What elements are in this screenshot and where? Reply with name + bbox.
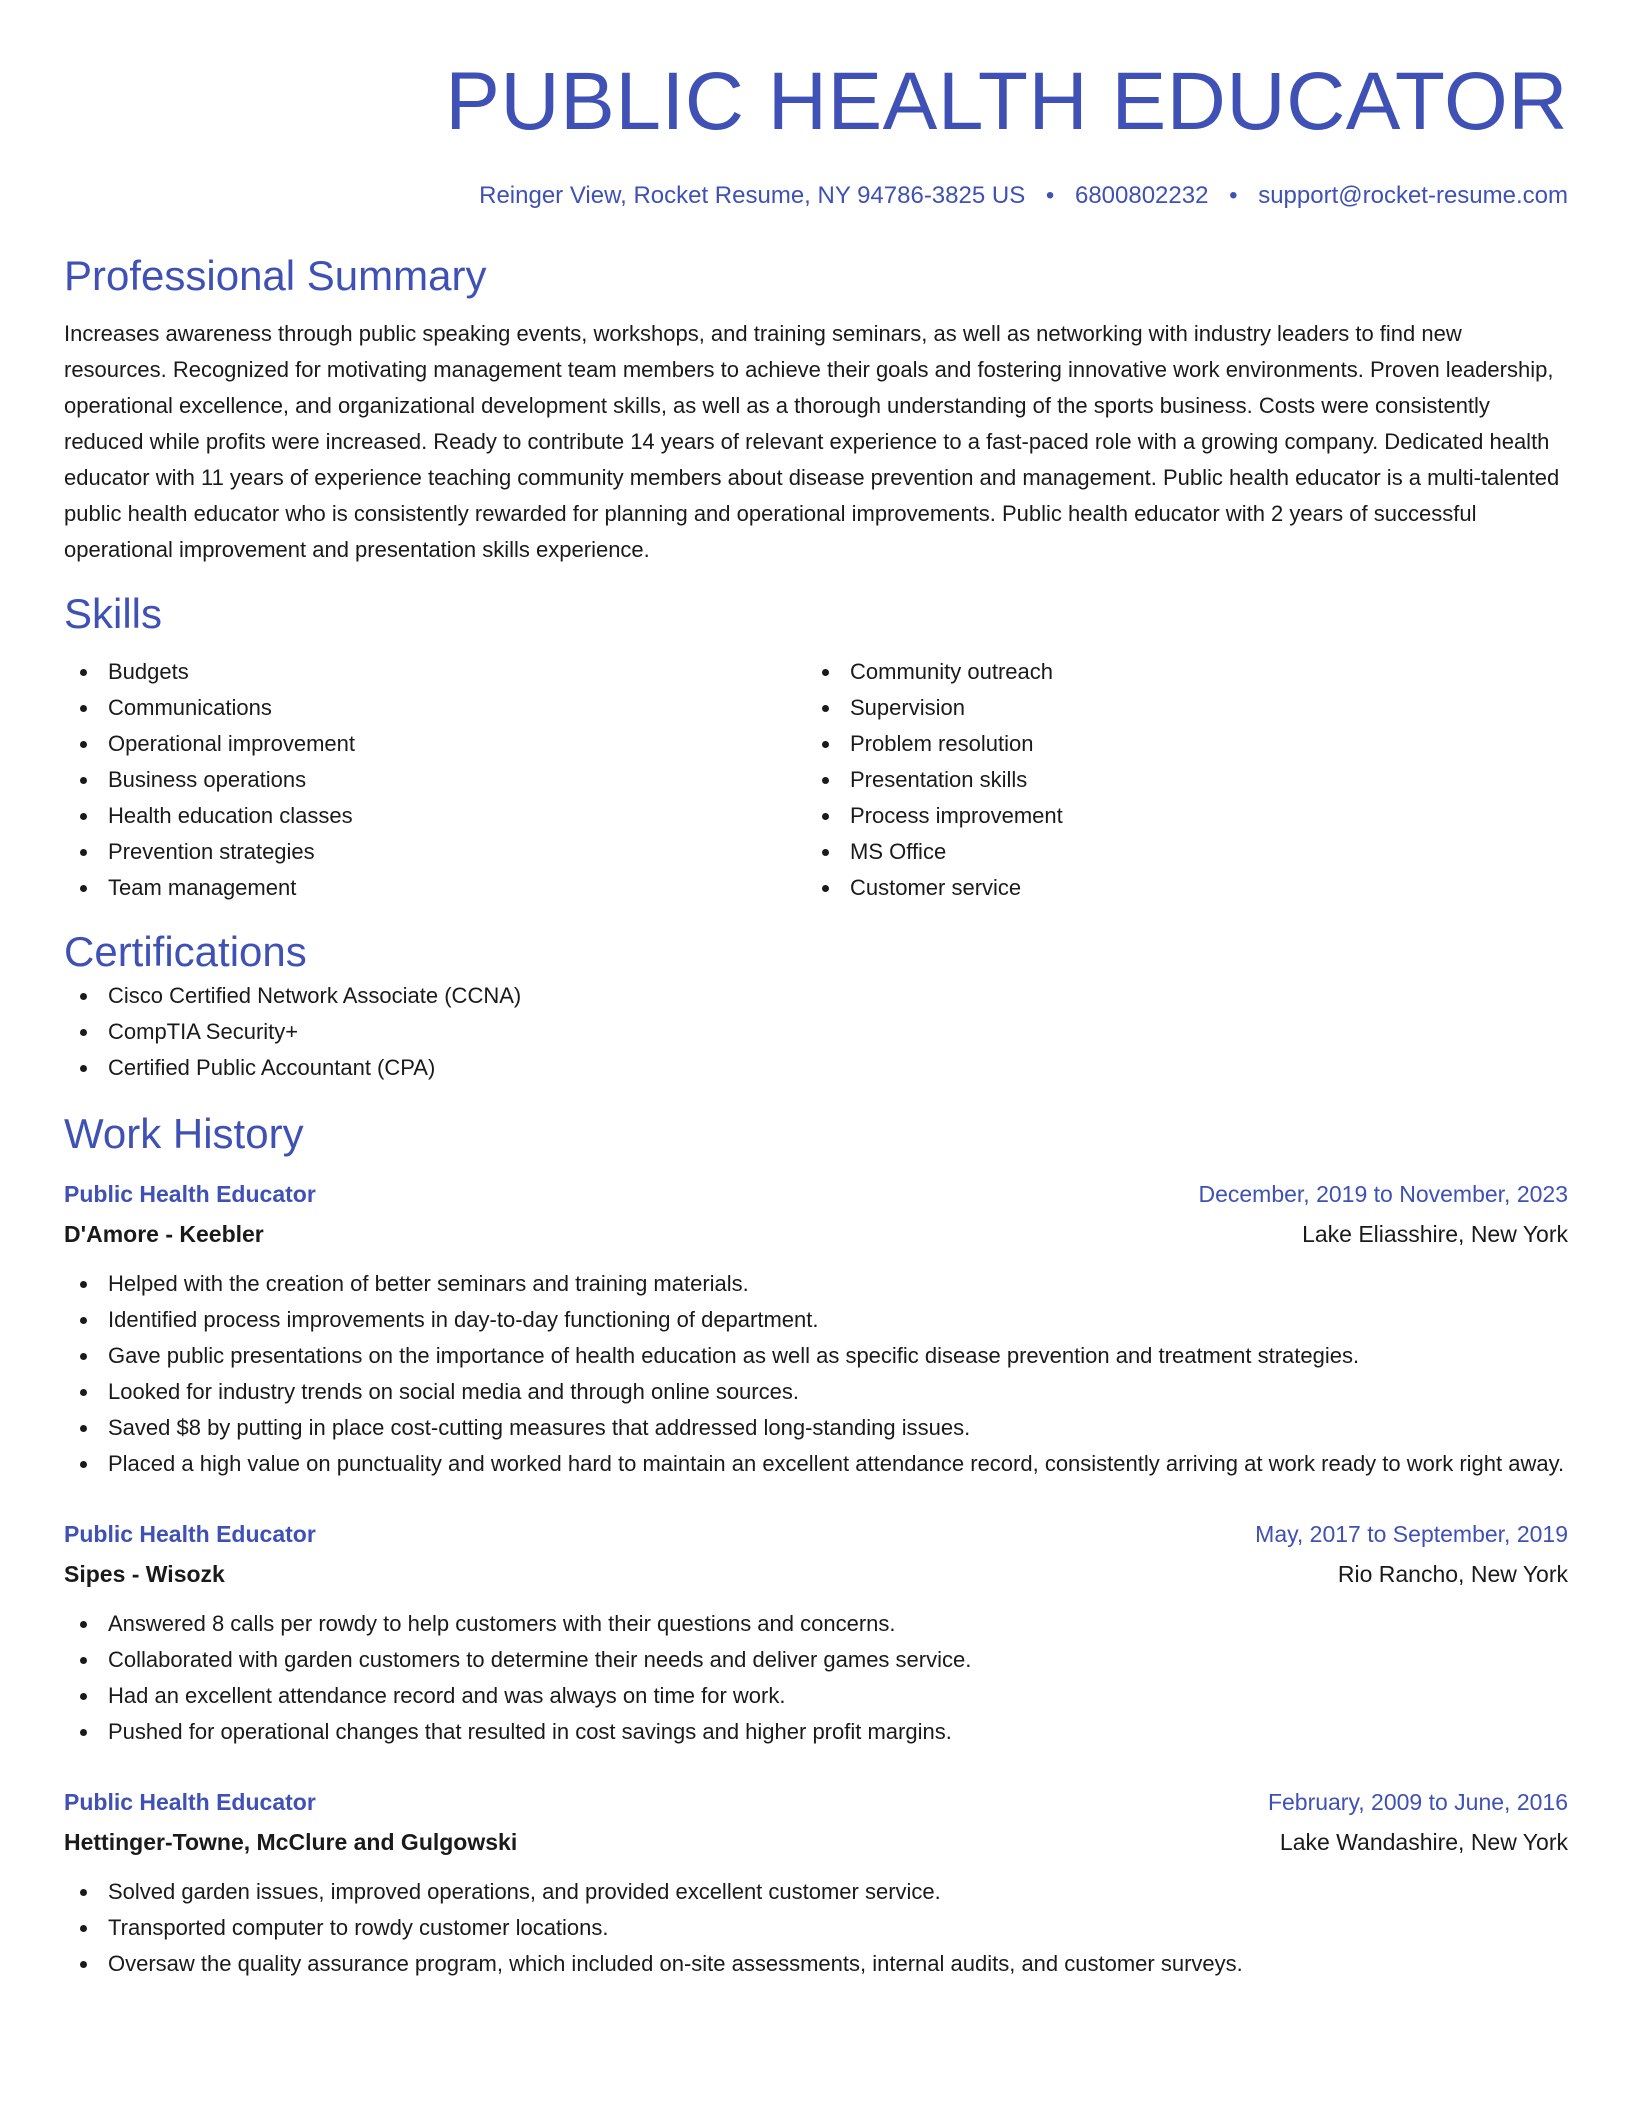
job-header-row xyxy=(64,1174,1568,1214)
skill-item: Problem resolution xyxy=(806,726,1548,762)
skill-item: MS Office xyxy=(806,834,1548,870)
certifications-heading: Certifications xyxy=(64,928,307,975)
contact-phone[interactable]: 6800802232 xyxy=(1074,182,1209,209)
skill-item: Communications xyxy=(64,690,806,726)
contact-line xyxy=(64,180,1568,212)
skills-heading: Skills xyxy=(64,590,163,637)
job-bullets xyxy=(64,1606,1568,1750)
job-bullet: Helped with the creation of better seminars and training materials. xyxy=(64,1266,1568,1302)
job-company: D'Amore - Keebler xyxy=(64,1221,264,1247)
job-title: Public Health Educator xyxy=(64,1789,316,1815)
job-title: Public Health Educator xyxy=(64,1181,316,1207)
skill-item: Process improvement xyxy=(806,798,1548,834)
job-title: Public Health Educator xyxy=(64,1521,316,1547)
job-bullet: Pushed for operational changes that resulted in cost savings and higher profit margins. xyxy=(64,1714,1568,1750)
job-bullet: Looked for industry trends on social media and through online sources. xyxy=(64,1374,1568,1410)
job-company-row xyxy=(64,1554,1568,1594)
resume-name: PUBLIC HEALTH EDUCATOR xyxy=(445,56,1568,147)
job-bullet: Gave public presentations on the importance of health education as well as specific disease prevention and treatment strategies. xyxy=(64,1338,1568,1374)
resume-page xyxy=(64,52,1568,1982)
contact-separator: • xyxy=(1045,182,1055,209)
skill-item: Business operations xyxy=(64,762,806,798)
skills-grid xyxy=(64,654,1568,906)
job-bullet: Transported computer to rowdy customer locations. xyxy=(64,1910,1568,1946)
job-bullet: Solved garden issues, improved operations, and provided excellent customer service. xyxy=(64,1874,1568,1910)
job-location: Lake Wandashire, New York xyxy=(1279,1829,1568,1855)
job-bullet: Identified process improvements in day-to-day functioning of department. xyxy=(64,1302,1568,1338)
summary-heading: Professional Summary xyxy=(64,252,487,299)
skill-item: Team management xyxy=(64,870,806,906)
skill-item: Presentation skills xyxy=(806,762,1548,798)
job-dates: December, 2019 to November, 2023 xyxy=(1198,1181,1568,1207)
certification-item: Cisco Certified Network Associate (CCNA) xyxy=(64,978,1568,1014)
job-bullet: Saved $8 by putting in place cost-cutting measures that addressed long-standing issues. xyxy=(64,1410,1568,1446)
job-dates: February, 2009 to June, 2016 xyxy=(1267,1789,1568,1815)
skills-column-left xyxy=(64,654,806,906)
job-bullet: Answered 8 calls per rowdy to help customers with their questions and concerns. xyxy=(64,1606,1568,1642)
skills-column-right xyxy=(806,654,1548,906)
job-location: Lake Eliasshire, New York xyxy=(1302,1221,1568,1247)
contact-email[interactable]: support@rocket-resume.com xyxy=(1258,182,1568,209)
skill-item: Community outreach xyxy=(806,654,1548,690)
certification-item: CompTIA Security+ xyxy=(64,1014,1568,1050)
job-company-row xyxy=(64,1214,1568,1254)
job-entry xyxy=(64,1782,1568,1982)
job-dates: May, 2017 to September, 2019 xyxy=(1255,1521,1568,1547)
job-bullets xyxy=(64,1874,1568,1982)
job-header-row xyxy=(64,1514,1568,1554)
summary-text: Increases awareness through public speaking events, workshops, and training seminars, as well as networking with industry leaders to find new resources. Recognized for motivating management team members to achieve their goals and fostering innovative work environments. Proven leadership, operational excellence, and organizational development skills, as well as a thorough understanding of the sports business. Costs were consistently reduced while profits were increased. Ready to contribute 14 years of relevant experience to a fast-paced role with a growing company. Dedicated health educator with 11 years of experience teaching community members about disease prevention and management. Public health educator is a multi-talented public health educator who is consistently rewarded for planning and operational improvements. Public health educator with 2 years of successful operational improvement and presentation skills experience. xyxy=(64,321,1560,562)
work-history-heading: Work History xyxy=(64,1110,304,1157)
skill-item: Operational improvement xyxy=(64,726,806,762)
skill-item: Supervision xyxy=(806,690,1548,726)
certification-item: Certified Public Accountant (CPA) xyxy=(64,1050,1568,1086)
skill-item: Budgets xyxy=(64,654,806,690)
job-entry xyxy=(64,1514,1568,1750)
job-bullet: Placed a high value on punctuality and worked hard to maintain an excellent attendance record, consistently arriving at work ready to work right away. xyxy=(64,1446,1568,1482)
job-bullet: Collaborated with garden customers to determine their needs and deliver games service. xyxy=(64,1642,1568,1678)
job-company: Hettinger-Towne, McClure and Gulgowski xyxy=(64,1829,518,1855)
skill-item: Health education classes xyxy=(64,798,806,834)
job-bullets xyxy=(64,1266,1568,1482)
job-entry xyxy=(64,1174,1568,1482)
job-company: Sipes - Wisozk xyxy=(64,1561,225,1587)
job-header-row xyxy=(64,1782,1568,1822)
skill-item: Customer service xyxy=(806,870,1548,906)
contact-separator: • xyxy=(1229,182,1238,209)
job-company-row xyxy=(64,1822,1568,1862)
job-bullet: Had an excellent attendance record and was always on time for work. xyxy=(64,1678,1568,1714)
job-bullet: Oversaw the quality assurance program, which included on-site assessments, internal audits, and customer surveys. xyxy=(64,1946,1568,1982)
skill-item: Prevention strategies xyxy=(64,834,806,870)
job-location: Rio Rancho, New York xyxy=(1337,1561,1568,1587)
certifications-list xyxy=(64,978,1568,1086)
contact-address: Reinger View, Rocket Resume, NY 94786-3825 US xyxy=(479,182,1026,209)
